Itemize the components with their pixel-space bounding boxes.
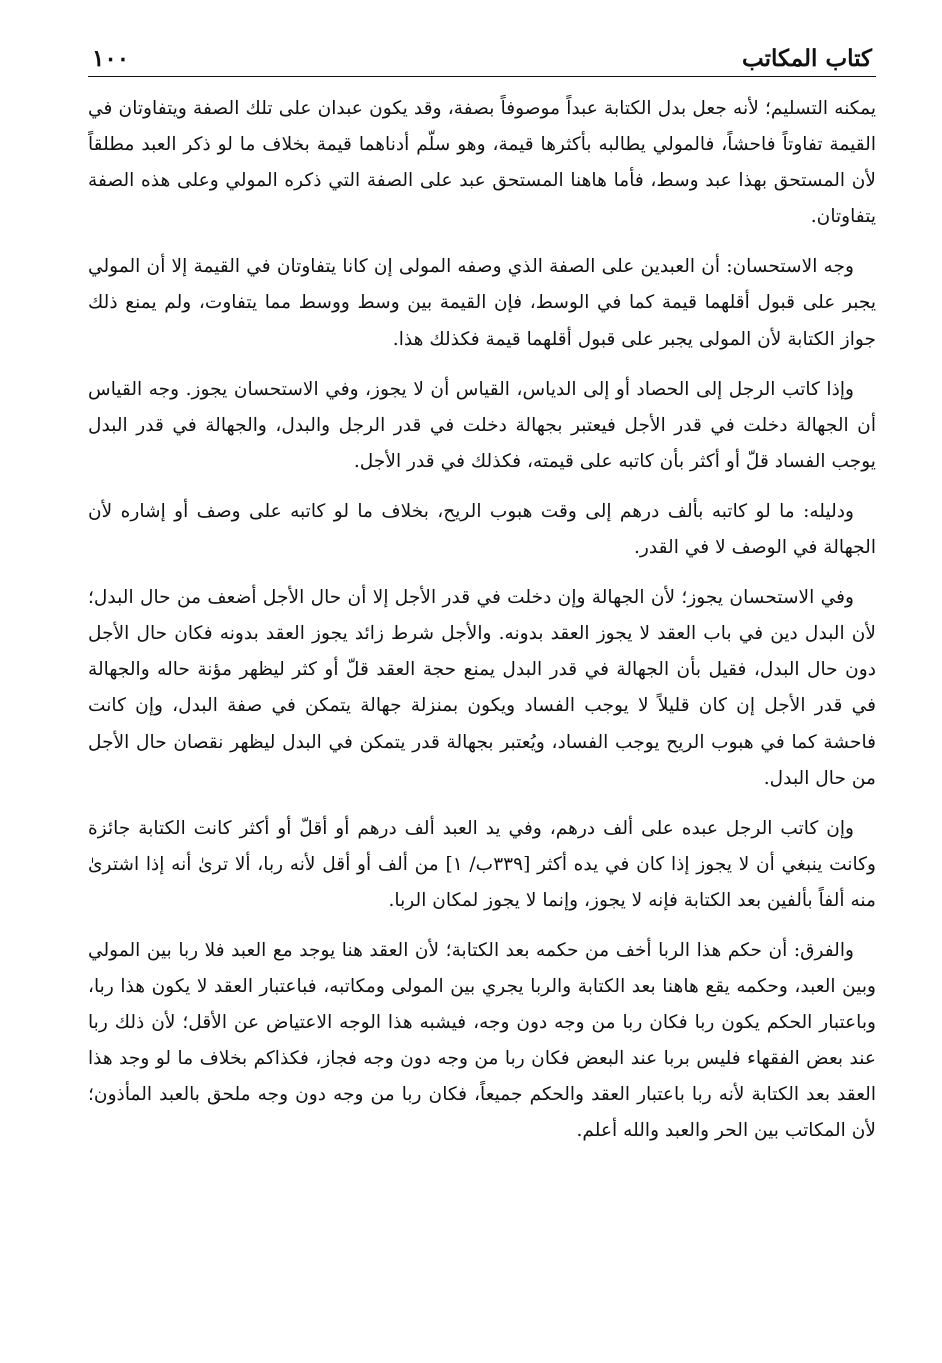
header-rule: [88, 76, 876, 77]
paragraph-4: ودليله: ما لو كاتبه بألف درهم إلى وقت هبوب الريح، بخلاف ما لو كاتبه على وصف أو إشاره لأن الجهالة في الوصف لا في القدر.: [88, 500, 876, 559]
paragraph-3: وإذا كاتب الرجل إلى الحصاد أو إلى الدياس، القياس أن لا يجوز، وفي الاستحسان يجوز. وجه القياس أن الجهالة دخلت في قدر الأجل فيعتبر بجهالة دخلت في قدر الرجل والبدل، والجهالة في قدر البدل يوجب الفساد قلّ أو أكثر بأن كاتبه على قيمته، فكذلك في قدر الأجل.: [88, 378, 876, 472]
paragraph-5: وفي الاستحسان يجوز؛ لأن الجهالة وإن دخلت في قدر الأجل إلا أن حال الأجل أضعف من حال البدل؛ لأن البدل دين في باب العقد لا يجوز العقد بدونه. والأجل شرط زائد يجوز العقد بدونه فكان حال الأجل دون حال البدل، فقيل بأن الجهالة في قدر البدل يمنع حجة العقد قلّ أو كثر ليظهر مؤنة حاله والجهالة في قدر الأجل إن كان قليلاً لا يوجب الفساد ويكون بمنزلة جهالة يتمكن في صفة البدل، وإن كانت فاحشة كما في هبوب الريح يوجب الفساد، ويُعتبر بجهالة قدر يتمكن في البدل ليظهر نقصان حال الأجل من حال البدل.: [88, 587, 876, 789]
paragraph-1: يمكنه التسليم؛ لأنه جعل بدل الكتابة عبداً موصوفاً بصفة، وقد يكون عبدان على تلك الصفة ويتفاوتان في القيمة تفاوتاً فاحشاً، فالمولي يطالبه بأكثرها قيمة، وهو سلّم أدناهما قيمة بخلاف ما لو ذكر العبد مطلقاً لأن المستحق بهذا عبد وسط، فأما هاهنا المستحق عبد على الصفة التي ذكره المولي وعلى هذه الصفة يتفاوتان.: [88, 98, 876, 228]
page-number: ١٠٠: [92, 45, 130, 72]
paragraph-7: والفرق: أن حكم هذا الربا أخف من حكمه بعد الكتابة؛ لأن العقد هنا يوجد مع العبد فلا ربا بين المولي وبين العبد، وحكمه يقع هاهنا بعد الكتابة والربا يجري بين المولى ومكاتبه، فباعتبار العقد لا يكون هذا ربا، وباعتبار الحكم يكون ربا فكان ربا من وجه دون وجه، فيشبه هذا الوجه الاعتياض عن الأقل؛ لأن ذلك ربا عند بعض الفقهاء فليس بربا عند البعض فكان ربا من وجه دون وجه فجاز، فكذاكم بخلاف ما لو وجد هذا العقد بعد الكتابة لأنه ربا باعتبار العقد والحكم جميعاً، فكان ربا من وجه دون وجه ملحق بالعبد المأذون؛ لأن المكاتب بين الحر والعبد والله أعلم.: [88, 939, 876, 1142]
paragraph-2: وجه الاستحسان: أن العبدين على الصفة الذي وصفه المولى إن كانا يتفاوتان في القيمة إلا أن المولي يجبر على قبول أقلهما قيمة كما في الوسط، فإن القيمة بين وسط ووسط مما يتفاوت، ولم يمنع ذلك جواز الكتابة لأن المولى يجبر على قبول أقلهما قيمة فكذلك هذا.: [88, 256, 876, 350]
running-title: كتاب المكاتب: [742, 45, 872, 72]
body-text: [88, 91, 876, 1150]
paragraph-6: وإن كاتب الرجل عبده على ألف درهم، وفي يد العبد ألف درهم أو أقلّ أو أكثر كانت الكتابة جائزة وكانت ينبغي أن لا يجوز إذا كان في يده أكثر [٣٣٩ب/ ١] من ألف أو أقل لأنه ربا، ألا ترىٰ أنه إذا اشترىٰ منه ألفاً بألفين بعد الكتابة فإنه لا يجوز، وإنما لا يجوز لمكان الربا.: [88, 817, 876, 911]
page-header: [88, 20, 876, 76]
